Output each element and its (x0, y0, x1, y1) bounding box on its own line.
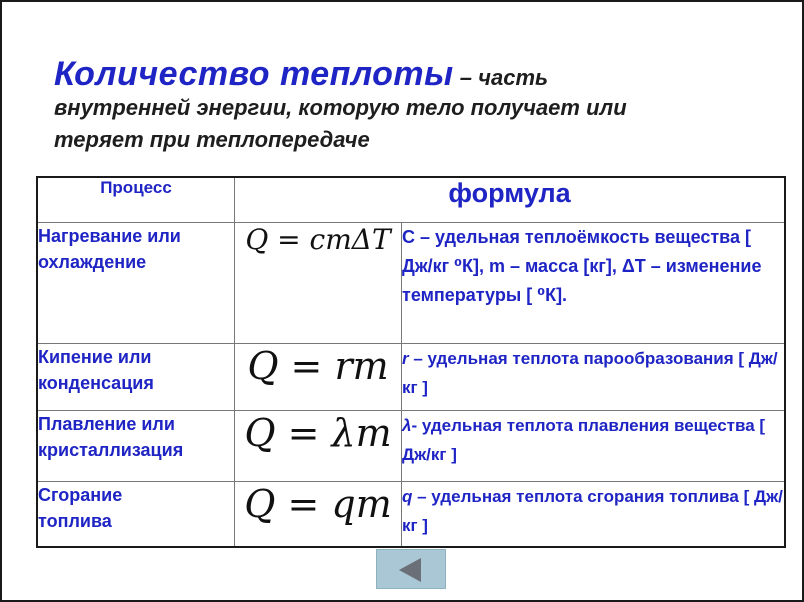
table-row (37, 223, 785, 344)
description-text: – удельная теплота сгорания топлива [ Дж/кг ] (402, 487, 783, 535)
title-line2: внутренней энергии, которую тело получает или (54, 95, 627, 120)
title-term: Количество теплоты (54, 55, 454, 93)
triangle-left-icon (377, 550, 447, 590)
description-symbol: q (402, 487, 413, 506)
title-rest: – часть (453, 65, 549, 90)
formula-cell: Q = cmΔT (235, 223, 402, 344)
back-nav-button[interactable] (376, 549, 446, 589)
description-cell (402, 223, 786, 344)
slide-title (54, 55, 774, 156)
process-line: кристаллизация (38, 440, 184, 460)
formula-cell: Q = qm (235, 482, 402, 548)
description-symbol: λ (402, 416, 412, 435)
process-cell (37, 344, 235, 411)
description-cell (402, 482, 786, 548)
header-formula: формула (235, 177, 786, 223)
description-text: С – удельная теплоёмкость вещества [ Дж/кг ⁰К], m – масса [кг], ΔT – изменение температуры [ ⁰К]. (402, 227, 762, 305)
process-line: Кипение или (38, 347, 152, 367)
process-line: Сгорание (38, 485, 123, 505)
process-line: топлива (38, 511, 112, 531)
formula-cell: Q = rm (235, 344, 402, 411)
process-line: Нагревание или (38, 226, 181, 246)
process-line: охлаждение (38, 252, 147, 272)
header-process: Процесс (37, 177, 235, 223)
process-cell (37, 223, 235, 344)
heat-formulas-table (36, 176, 786, 548)
table-row (37, 344, 785, 411)
title-line3: теряет при теплопередаче (54, 127, 370, 152)
process-line: конденсация (38, 373, 154, 393)
table-header-row (37, 177, 785, 223)
process-cell (37, 411, 235, 482)
process-cell (37, 482, 235, 548)
table-row (37, 411, 785, 482)
description-symbol: r (402, 349, 409, 368)
description-text: - удельная теплота плавления вещества [ Дж/кг ] (402, 416, 766, 464)
description-text: – удельная теплота парообразования [ Дж/кг ] (402, 349, 778, 397)
description-cell (402, 411, 786, 482)
table-row (37, 482, 785, 548)
description-cell (402, 344, 786, 411)
formula-cell: Q = λm (235, 411, 402, 482)
process-line: Плавление или (38, 414, 175, 434)
